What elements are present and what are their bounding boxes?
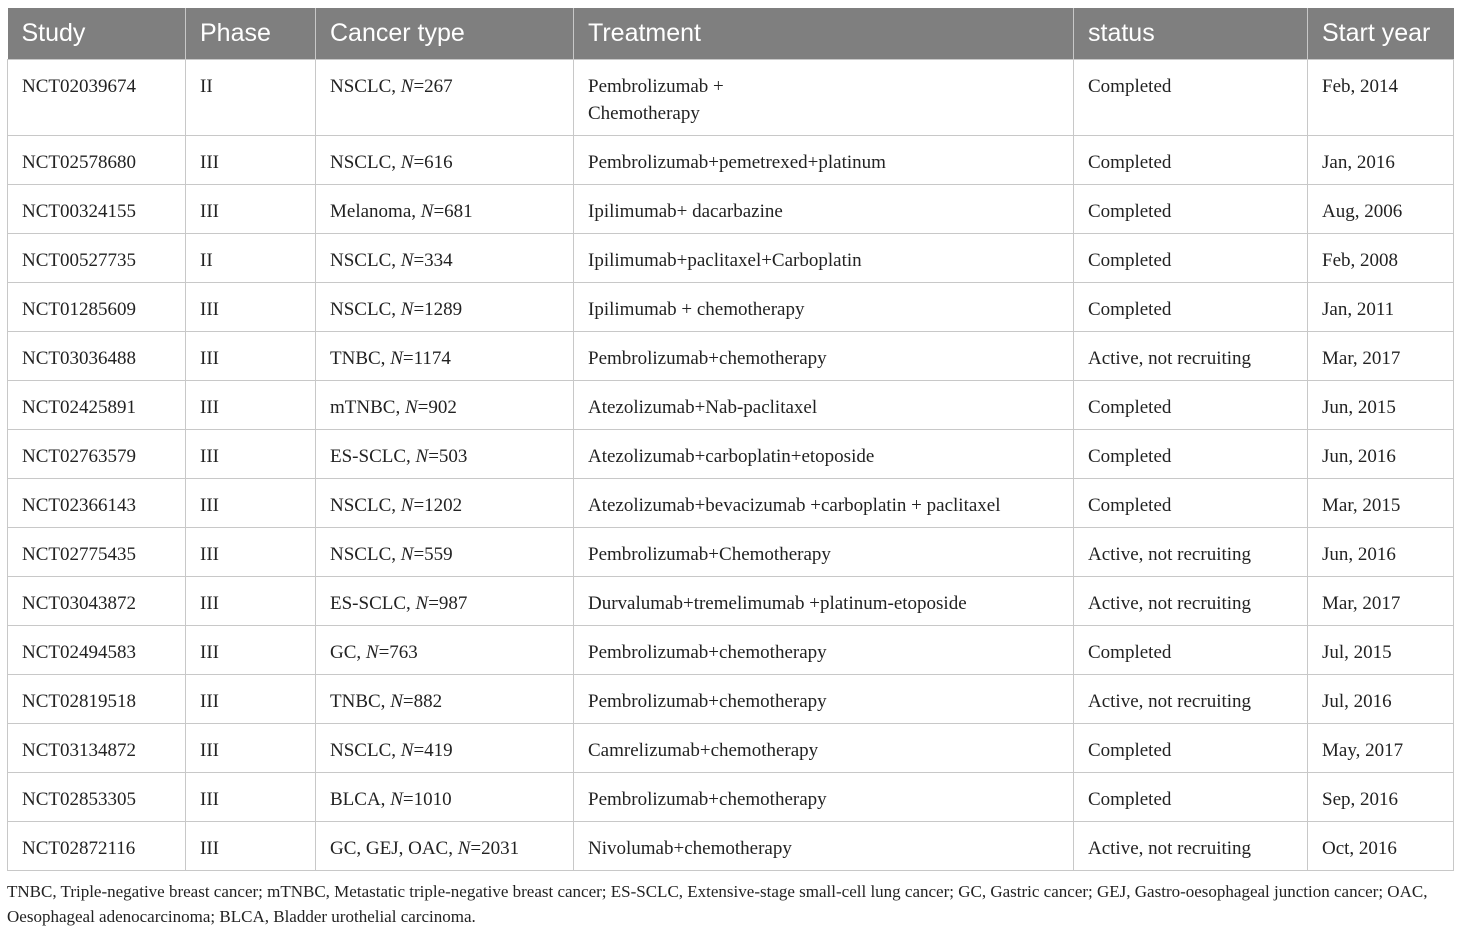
cell-cancer-type: GC, GEJ, OAC, N=2031 (316, 822, 574, 871)
table-row (8, 675, 1454, 724)
cell-treatment: Pembrolizumab+chemotherapy (574, 332, 1074, 381)
cell-phase: II (186, 60, 316, 136)
cell-phase: III (186, 675, 316, 724)
cell-study: NCT02366143 (8, 479, 186, 528)
cell-treatment: Pembrolizumab+chemotherapy (574, 675, 1074, 724)
cell-study: NCT02763579 (8, 430, 186, 479)
cell-treatment: Pembrolizumab + Chemotherapy (574, 60, 1074, 136)
cell-cancer-type: NSCLC, N=334 (316, 234, 574, 283)
table-row (8, 724, 1454, 773)
cell-phase: III (186, 528, 316, 577)
header-phase: Phase (186, 8, 316, 60)
cell-start-year: Mar, 2017 (1308, 332, 1454, 381)
cell-start-year: Mar, 2017 (1308, 577, 1454, 626)
table-row (8, 234, 1454, 283)
cell-status: Completed (1074, 185, 1308, 234)
cell-treatment: Atezolizumab+bevacizumab +carboplatin + paclitaxel (574, 479, 1074, 528)
cell-status: Completed (1074, 234, 1308, 283)
cell-start-year: Feb, 2014 (1308, 60, 1454, 136)
cell-study: NCT02578680 (8, 136, 186, 185)
header-start-year: Start year (1308, 8, 1454, 60)
table-body (8, 60, 1454, 871)
cell-phase: III (186, 773, 316, 822)
table-row (8, 822, 1454, 871)
cell-study: NCT02819518 (8, 675, 186, 724)
table-row (8, 430, 1454, 479)
cell-cancer-type: BLCA, N=1010 (316, 773, 574, 822)
cell-start-year: Jan, 2011 (1308, 283, 1454, 332)
cell-start-year: Jul, 2016 (1308, 675, 1454, 724)
cell-status: Completed (1074, 283, 1308, 332)
cell-treatment: Pembrolizumab+chemotherapy (574, 773, 1074, 822)
header-cancer-type: Cancer type (316, 8, 574, 60)
cell-treatment: Ipilimumab+ dacarbazine (574, 185, 1074, 234)
table-row (8, 773, 1454, 822)
cell-study: NCT03134872 (8, 724, 186, 773)
cell-phase: III (186, 185, 316, 234)
cell-start-year: Mar, 2015 (1308, 479, 1454, 528)
table-row (8, 626, 1454, 675)
cell-start-year: Jul, 2015 (1308, 626, 1454, 675)
cell-status: Active, not recruiting (1074, 577, 1308, 626)
cell-study: NCT03036488 (8, 332, 186, 381)
cell-treatment: Atezolizumab+Nab-paclitaxel (574, 381, 1074, 430)
table-row (8, 381, 1454, 430)
cell-start-year: Feb, 2008 (1308, 234, 1454, 283)
cell-status: Completed (1074, 724, 1308, 773)
cell-status: Active, not recruiting (1074, 528, 1308, 577)
cell-treatment: Pembrolizumab+chemotherapy (574, 626, 1074, 675)
cell-treatment: Atezolizumab+carboplatin+etoposide (574, 430, 1074, 479)
cell-phase: III (186, 332, 316, 381)
table-row (8, 577, 1454, 626)
cell-treatment: Pembrolizumab+Chemotherapy (574, 528, 1074, 577)
cell-status: Completed (1074, 60, 1308, 136)
table-row (8, 332, 1454, 381)
cell-cancer-type: NSCLC, N=1289 (316, 283, 574, 332)
cell-start-year: Sep, 2016 (1308, 773, 1454, 822)
cell-start-year: May, 2017 (1308, 724, 1454, 773)
cell-start-year: Jan, 2016 (1308, 136, 1454, 185)
cell-treatment: Ipilimumab + chemotherapy (574, 283, 1074, 332)
cell-cancer-type: NSCLC, N=419 (316, 724, 574, 773)
header-status: status (1074, 8, 1308, 60)
cell-status: Active, not recruiting (1074, 332, 1308, 381)
cell-status: Completed (1074, 479, 1308, 528)
cell-start-year: Jun, 2016 (1308, 528, 1454, 577)
cell-start-year: Aug, 2006 (1308, 185, 1454, 234)
cell-phase: III (186, 626, 316, 675)
table-container (7, 8, 1453, 929)
cell-treatment: Camrelizumab+chemotherapy (574, 724, 1074, 773)
header-row (8, 8, 1454, 60)
cell-cancer-type: Melanoma, N=681 (316, 185, 574, 234)
cell-study: NCT02872116 (8, 822, 186, 871)
footnote: TNBC, Triple-negative breast cancer; mTNBC, Metastatic triple-negative breast cancer; ES-SCLC, Extensive-stage small-cell lung cancer; GC, Gastric cancer; GEJ, Gastro-oesophageal junction cancer; OAC, Oesophageal adenocarcinoma; BLCA, Bladder urothelial carcinoma. (7, 882, 1428, 926)
cell-phase: III (186, 479, 316, 528)
cell-phase: III (186, 430, 316, 479)
cell-phase: III (186, 381, 316, 430)
cell-treatment: Nivolumab+chemotherapy (574, 822, 1074, 871)
cell-phase: III (186, 136, 316, 185)
cell-phase: III (186, 724, 316, 773)
cell-phase: III (186, 283, 316, 332)
cell-treatment: Durvalumab+tremelimumab +platinum-etoposide (574, 577, 1074, 626)
cell-study: NCT02039674 (8, 60, 186, 136)
table-row (8, 60, 1454, 136)
cell-cancer-type: TNBC, N=1174 (316, 332, 574, 381)
cell-cancer-type: GC, N=763 (316, 626, 574, 675)
cell-treatment: Pembrolizumab+pemetrexed+platinum (574, 136, 1074, 185)
cell-study: NCT00527735 (8, 234, 186, 283)
cell-status: Completed (1074, 430, 1308, 479)
cell-phase: III (186, 822, 316, 871)
cell-status: Completed (1074, 773, 1308, 822)
cell-cancer-type: mTNBC, N=902 (316, 381, 574, 430)
table-row (8, 283, 1454, 332)
cell-study: NCT02494583 (8, 626, 186, 675)
cell-phase: III (186, 577, 316, 626)
trials-table (7, 8, 1454, 871)
cell-start-year: Jun, 2016 (1308, 430, 1454, 479)
cell-study: NCT00324155 (8, 185, 186, 234)
table-row (8, 528, 1454, 577)
cell-status: Completed (1074, 136, 1308, 185)
table-row (8, 185, 1454, 234)
cell-cancer-type: NSCLC, N=559 (316, 528, 574, 577)
cell-cancer-type: NSCLC, N=616 (316, 136, 574, 185)
cell-study: NCT02853305 (8, 773, 186, 822)
cell-study: NCT02775435 (8, 528, 186, 577)
table-row (8, 136, 1454, 185)
cell-study: NCT03043872 (8, 577, 186, 626)
cell-cancer-type: ES-SCLC, N=987 (316, 577, 574, 626)
cell-study: NCT02425891 (8, 381, 186, 430)
cell-status: Active, not recruiting (1074, 675, 1308, 724)
cell-cancer-type: ES-SCLC, N=503 (316, 430, 574, 479)
cell-study: NCT01285609 (8, 283, 186, 332)
header-treatment: Treatment (574, 8, 1074, 60)
cell-phase: II (186, 234, 316, 283)
cell-start-year: Oct, 2016 (1308, 822, 1454, 871)
cell-start-year: Jun, 2015 (1308, 381, 1454, 430)
cell-cancer-type: TNBC, N=882 (316, 675, 574, 724)
table-row (8, 479, 1454, 528)
cell-cancer-type: NSCLC, N=267 (316, 60, 574, 136)
cell-status: Completed (1074, 626, 1308, 675)
cell-status: Active, not recruiting (1074, 822, 1308, 871)
cell-treatment: Ipilimumab+paclitaxel+Carboplatin (574, 234, 1074, 283)
cell-status: Completed (1074, 381, 1308, 430)
cell-cancer-type: NSCLC, N=1202 (316, 479, 574, 528)
header-study: Study (8, 8, 186, 60)
